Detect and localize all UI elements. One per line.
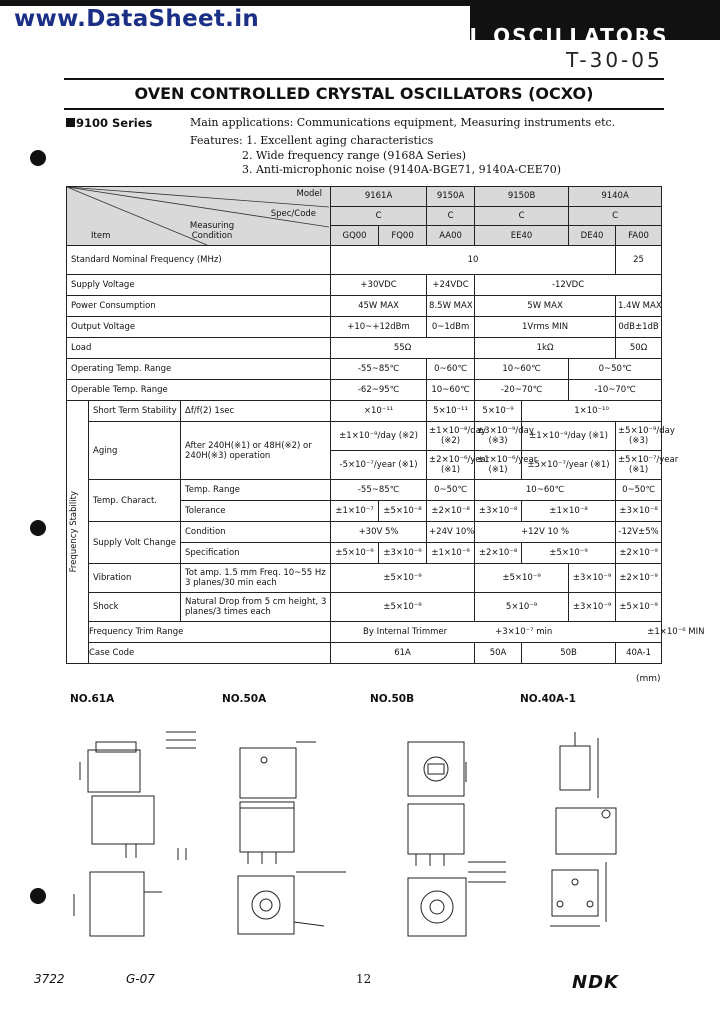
cell-value: 8.5W MAX [427, 296, 475, 317]
cell-value: ±1×10⁻⁶ MIN [647, 627, 705, 637]
outline-drawings [66, 712, 666, 962]
page-number: 12 [356, 972, 372, 986]
model-9150b: 9150B [475, 187, 569, 207]
row-condition: Natural Drop from 5 cm height, 3 planes/3 times each [181, 593, 331, 622]
cell-value: ±2×10⁻⁸ [427, 501, 475, 522]
handwritten-ref: T-30-05 [566, 48, 663, 72]
row-label: Frequency Trim Range [89, 622, 331, 643]
cell-value: 45W MAX [331, 296, 427, 317]
measuring-header: Measuring Condition [189, 221, 235, 241]
cell-value: ±5×10⁻⁹ [331, 543, 379, 564]
row-label: Case Code [89, 643, 331, 664]
cell-value: 0~1dBm [427, 317, 475, 338]
cell-value: ±3×10⁻⁹ [569, 564, 616, 593]
cell-value: 5×10⁻¹¹ [427, 401, 475, 422]
cell-value: +30VDC [331, 275, 427, 296]
header-corner [67, 187, 331, 246]
cell-value: 10~60℃ [475, 359, 569, 380]
footer-section-code: G-07 [126, 972, 155, 986]
cell-value: -20~70℃ [475, 380, 569, 401]
code-cell: AA00 [427, 226, 475, 246]
row-condition: Tot amp. 1.5 mm Freq. 10~55 Hz 3 planes/30 min each [181, 564, 331, 593]
cell-value: 50Ω [616, 338, 662, 359]
cell-value: ±5×10⁻⁸ [379, 501, 427, 522]
cell-value: -12V±5% [616, 522, 662, 543]
cell-value: ±5×10⁻⁷/year (※1) [616, 451, 662, 480]
features [190, 134, 561, 178]
spec-table [66, 186, 705, 670]
spec-code: C [331, 206, 427, 226]
cell-value: 5×10⁻⁹ [475, 593, 569, 622]
cell-value: +3×10⁻⁷ min [495, 627, 553, 637]
spec-code-header: Spec/Code [270, 209, 317, 219]
cell-value: 0~50℃ [616, 480, 662, 501]
row-label: Vibration [89, 564, 181, 593]
row-condition: Temp. Range [181, 480, 331, 501]
trim-values [331, 622, 705, 643]
cell-value: 5×10⁻⁹ [475, 401, 522, 422]
cell-value: +10~+12dBm [331, 317, 427, 338]
cell-value: ±3×10⁻⁸ [616, 501, 662, 522]
row-condition: Specification [181, 543, 331, 564]
cell-value: 10~60℃ [427, 380, 475, 401]
binder-hole [30, 150, 46, 166]
cell-value: 50A [475, 643, 522, 664]
binder-hole [30, 520, 46, 536]
code-cell: GQ00 [331, 226, 379, 246]
drawing-50b [408, 742, 506, 936]
stability-group-label [67, 401, 89, 664]
cell-value: -62~95℃ [331, 380, 427, 401]
model-header: Model [296, 189, 323, 199]
cell-value: ±1×10⁻⁹/day (※1) [522, 422, 616, 451]
cell-value: 25 [616, 246, 662, 275]
row-label: Power Consumption [67, 296, 331, 317]
cell-value: 1×10⁻¹⁰ [522, 401, 662, 422]
code-cell: FQ00 [379, 226, 427, 246]
cell-value: +24V 10% [427, 522, 475, 543]
cell-value: ±5×10⁻⁹ [616, 593, 662, 622]
series-label: 9100 Series [76, 116, 153, 130]
row-label: Supply Voltage [67, 275, 331, 296]
trim-condition: By Internal Trimmer [363, 627, 448, 637]
cell-value: 0~50℃ [427, 480, 475, 501]
row-label: Output Voltage [67, 317, 331, 338]
model-9140a: 9140A [569, 187, 662, 207]
cell-value: ±2×10⁻⁶/year (※1) [427, 451, 475, 480]
series-heading [66, 116, 152, 130]
cell-value: ±3×10⁻⁹/day (※3) [475, 422, 522, 451]
cell-value: 1kΩ [475, 338, 616, 359]
spec-code: C [569, 206, 662, 226]
code-cell: DE40 [569, 226, 616, 246]
cell-value: 55Ω [331, 338, 475, 359]
cell-value: 50B [522, 643, 616, 664]
cell-value: -55~85℃ [331, 480, 427, 501]
row-condition: After 240H(※1) or 48H(※2) or 240H(※3) operation [181, 422, 331, 480]
cell-value: ±5×10⁻⁷/year (※1) [522, 451, 616, 480]
code-cell: EE40 [475, 226, 569, 246]
row-condition: Condition [181, 522, 331, 543]
cell-value: ±5×10⁻⁹ [475, 564, 569, 593]
row-label: Load [67, 338, 331, 359]
drawing-label: NO.40A-1 [520, 693, 576, 705]
cell-value: +30V 5% [331, 522, 427, 543]
drawing-50a [238, 742, 346, 934]
cell-value: -55~85℃ [331, 359, 427, 380]
row-label: Standard Nominal Frequency (MHz) [67, 246, 331, 275]
row-label: Shock [89, 593, 181, 622]
brand-logo: NDK [572, 972, 619, 993]
stability-label: Frequency Stability [69, 491, 79, 573]
cell-value: +24VDC [427, 275, 475, 296]
cell-value: 40A-1 [616, 643, 662, 664]
row-label: Operable Temp. Range [67, 380, 331, 401]
binder-hole [30, 888, 46, 904]
applications: Main applications: Communications equipment, Measuring instruments etc. [190, 116, 616, 129]
cell-value: ±1×10⁻⁶/year (※1) [475, 451, 522, 480]
row-label: Short Term Stability [89, 401, 181, 422]
cell-value: ±3×10⁻⁸ [475, 501, 522, 522]
features-label: Features: [190, 134, 243, 147]
cell-value: -5×10⁻⁷/year (※1) [331, 451, 427, 480]
row-condition: Tolerance [181, 501, 331, 522]
cell-value: 0dB±1dB [616, 317, 662, 338]
spec-code: C [475, 206, 569, 226]
site-url[interactable]: www.DataSheet.in [14, 6, 260, 32]
model-9161a: 9161A [331, 187, 427, 207]
cell-value: ±5×10⁻⁹/day (※3) [616, 422, 662, 451]
drawing-label: NO.61A [70, 693, 115, 705]
spec-code: C [427, 206, 475, 226]
cell-value: ±3×10⁻⁹ [379, 543, 427, 564]
drawing-61a [74, 732, 196, 936]
feature-item: 2. Wide frequency range (9168A Series) [242, 148, 467, 162]
cell-value: ±1×10⁻⁹/day (※2) [331, 422, 427, 451]
cell-value: -12VDC [475, 275, 662, 296]
code-cell: FA00 [616, 226, 662, 246]
cell-value: 0~50℃ [569, 359, 662, 380]
cell-value: ±1×10⁻⁸ [522, 501, 616, 522]
square-bullet-icon [66, 118, 75, 127]
cell-value: ±5×10⁻⁹ [522, 543, 616, 564]
page-title: OVEN CONTROLLED CRYSTAL OSCILLATORS (OCXO) [64, 78, 664, 110]
cell-value: 10 [331, 246, 616, 275]
cell-value: ±1×10⁻⁸/day (※2) [427, 422, 475, 451]
feature-item: 3. Anti-microphonic noise (9140A-BGE71, 9140A-CEE70) [242, 163, 562, 176]
banner-category: CRYSTAL OSCILLATORS [372, 24, 669, 48]
feature-item: 1. Excellent aging characteristics [246, 134, 434, 147]
item-header: Item [91, 231, 111, 241]
cell-value: ±2×10⁻⁹ [616, 543, 662, 564]
row-label: Temp. Charact. [89, 480, 181, 522]
cell-value: ±3×10⁻⁹ [569, 593, 616, 622]
model-9150a: 9150A [427, 187, 475, 207]
cell-value: 10~60℃ [475, 480, 616, 501]
cell-value: -10~70℃ [569, 380, 662, 401]
row-condition: Δf/f(2) 1sec [181, 401, 331, 422]
cell-value: ±2×10⁻⁹ [616, 564, 662, 593]
row-label: Aging [89, 422, 181, 480]
cell-value: 61A [331, 643, 475, 664]
cell-value: 1Vrms MIN [475, 317, 616, 338]
cell-value: ±5×10⁻⁹ [331, 564, 475, 593]
cell-value: +12V 10 % [475, 522, 616, 543]
cell-value: ±1×10⁻⁹ [427, 543, 475, 564]
footer-left-code: 3722 [34, 972, 65, 986]
drawing-40a-1 [550, 732, 616, 926]
cell-value: ±5×10⁻⁹ [331, 593, 475, 622]
cell-value: ×10⁻¹¹ [331, 401, 427, 422]
units-note: (mm) [636, 674, 661, 684]
row-label: Supply Volt Change [89, 522, 181, 564]
cell-value: ±2×10⁻⁸ [475, 543, 522, 564]
drawing-label: NO.50B [370, 693, 415, 705]
cell-value: ±1×10⁻⁷ [331, 501, 379, 522]
drawing-label: NO.50A [222, 693, 267, 705]
row-label: Operating Temp. Range [67, 359, 331, 380]
cell-value: 5W MAX [475, 296, 616, 317]
cell-value: 0~60℃ [427, 359, 475, 380]
cell-value: 1.4W MAX [616, 296, 662, 317]
